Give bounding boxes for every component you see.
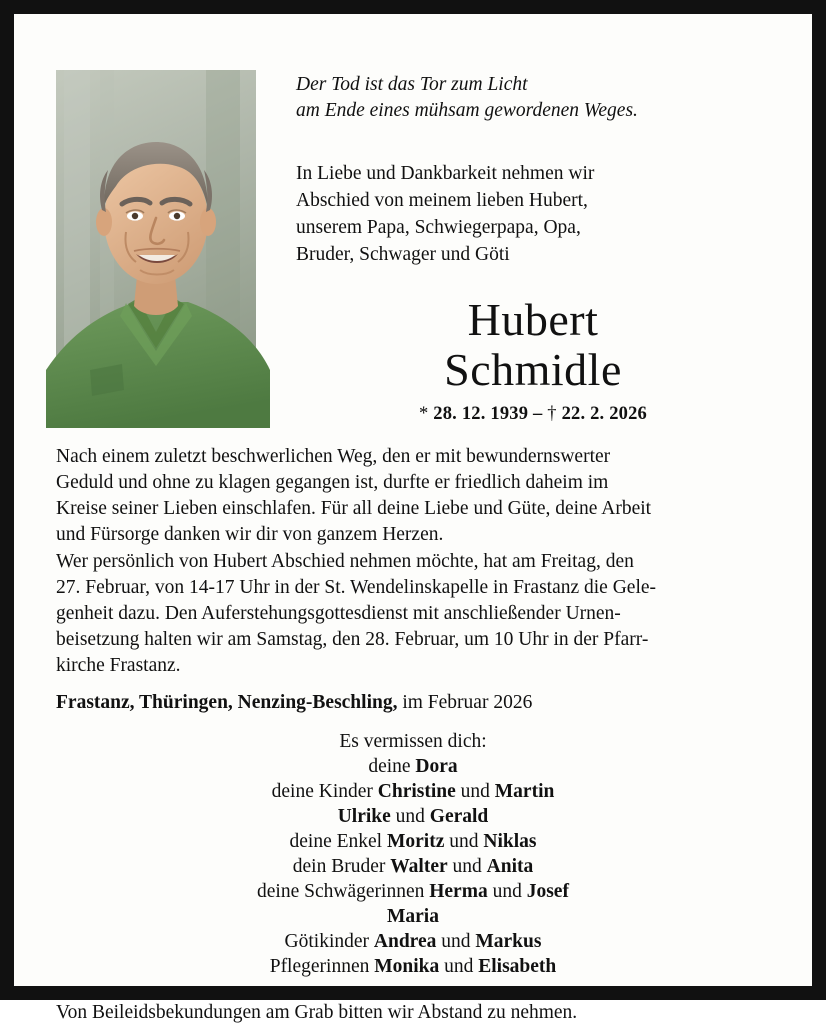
places-locations: Frastanz, Thüringen, Nenzing-Beschling, <box>56 692 398 714</box>
mourner-name: Monika <box>374 955 440 977</box>
mourner-prefix: dein Bruder <box>292 855 386 877</box>
header-column <box>256 54 770 425</box>
mourner-row-3 <box>56 805 770 830</box>
obituary-body <box>56 444 770 679</box>
mourner-name-2: Markus <box>475 930 542 952</box>
mourner-name-2: Josef <box>526 880 569 902</box>
mourner-row-7 <box>56 905 770 930</box>
deceased-last-name: Schmidle <box>444 343 622 395</box>
obituary-line-5: Wer persönlich von Hubert Abschied nehmen möchte, hat am Freitag, den <box>56 550 634 572</box>
death-date: 22. 2. 2026 <box>561 404 648 425</box>
death-symbol: † <box>547 404 557 425</box>
places-and-date <box>56 692 770 714</box>
obituary-line-3: Kreise seiner Lieben einschlafen. Für all deine Liebe und Güte, deine Arbeit <box>56 498 652 520</box>
mourner-name: Dora <box>415 756 458 778</box>
mourner-name-2: Gerald <box>429 805 489 827</box>
mourner-name: Walter <box>390 855 448 877</box>
mourner-name: Christine <box>377 781 456 803</box>
mourner-name-2: Niklas <box>483 830 537 852</box>
birth-date: 28. 12. 1939 <box>433 404 529 425</box>
obituary-inner <box>14 14 812 1023</box>
mourner-prefix: deine Kinder <box>271 781 373 803</box>
dedication-line-3: unserem Papa, Schwiegerpapa, Opa, <box>296 217 581 239</box>
mourner-name-2: Anita <box>486 855 534 877</box>
mourner-row-4 <box>56 830 770 855</box>
obituary-line-7: genheit dazu. Den Auferstehungsgottesdienst mit anschließender Urnen- <box>56 602 621 624</box>
photo-column <box>56 70 256 428</box>
mourner-name: Moritz <box>386 830 445 852</box>
dedication-line-2: Abschied von meinem lieben Hubert, <box>296 190 588 212</box>
mourner-prefix: deine Enkel <box>289 830 383 852</box>
mourner-conjunction: und <box>452 855 482 877</box>
deceased-name <box>296 295 770 394</box>
mourner-row-5 <box>56 855 770 880</box>
life-dates <box>296 404 770 425</box>
mourner-name: Andrea <box>373 930 437 952</box>
mourners-heading: Es vermissen dich: <box>339 731 487 753</box>
mourner-conjunction: und <box>449 830 479 852</box>
mourner-name-2: Martin <box>494 781 555 803</box>
obituary-line-9: kirche Frastanz. <box>56 655 181 676</box>
portrait-photo <box>56 70 256 428</box>
dedication-line-1: In Liebe und Dankbarkeit nehmen wir <box>296 163 595 185</box>
portrait-photo-image <box>56 70 256 428</box>
mourner-name: Ulrike <box>337 805 391 827</box>
mourner-name: Maria <box>387 905 439 927</box>
mourner-name: Herma <box>429 880 488 902</box>
motto-line-1: Der Tod ist das Tor zum Licht <box>296 74 528 95</box>
mourner-conjunction: und <box>492 880 522 902</box>
mourner-row-1 <box>56 755 770 780</box>
motto-line-2: am Ende eines mühsam gewordenen Weges. <box>296 99 638 121</box>
dedication-line-4: Bruder, Schwager und Göti <box>296 244 510 266</box>
mourner-conjunction: und <box>395 805 425 827</box>
mourner-conjunction: und <box>441 930 471 952</box>
places-date: im Februar 2026 <box>402 692 533 714</box>
mourner-prefix: deine Schwägerinnen <box>257 880 425 902</box>
mourner-prefix: deine <box>368 756 411 778</box>
birth-symbol: * <box>418 404 429 425</box>
motto-verse <box>296 72 770 123</box>
mourner-row-6 <box>56 880 770 905</box>
obituary-line-6: 27. Februar, von 14-17 Uhr in der St. Wendelinskapelle in Frastanz die Gele- <box>56 576 657 598</box>
mourner-name-2: Elisabeth <box>478 955 557 977</box>
top-section <box>56 54 770 428</box>
obituary-line-2: Geduld und ohne zu klagen gegangen ist, durfte er friedlich daheim im <box>56 472 609 494</box>
dedication-text <box>296 161 770 269</box>
mourner-row-2 <box>56 780 770 805</box>
mourner-row-8 <box>56 930 770 955</box>
mourner-conjunction: und <box>444 955 474 977</box>
date-separator: – <box>533 404 543 425</box>
mourner-prefix: Götikinder <box>284 930 370 952</box>
mourner-prefix: Pflegerinnen <box>269 955 370 977</box>
deceased-first-name: Hubert <box>467 294 599 346</box>
obituary-line-4: und Fürsorge danken wir dir von ganzem Herzen. <box>56 524 444 546</box>
closing-note: Von Beileidsbekundungen am Grab bitten wir Abstand zu nehmen. <box>56 1001 578 1023</box>
obituary-line-8: beisetzung halten wir am Samstag, den 28. Februar, um 10 Uhr in der Pfarr- <box>56 628 649 650</box>
obituary-line-1: Nach einem zuletzt beschwerlichen Weg, den er mit bewundernswerter <box>56 446 611 467</box>
mourner-row-9 <box>56 955 770 980</box>
mourner-conjunction: und <box>460 781 490 803</box>
mourners-list <box>56 730 770 980</box>
